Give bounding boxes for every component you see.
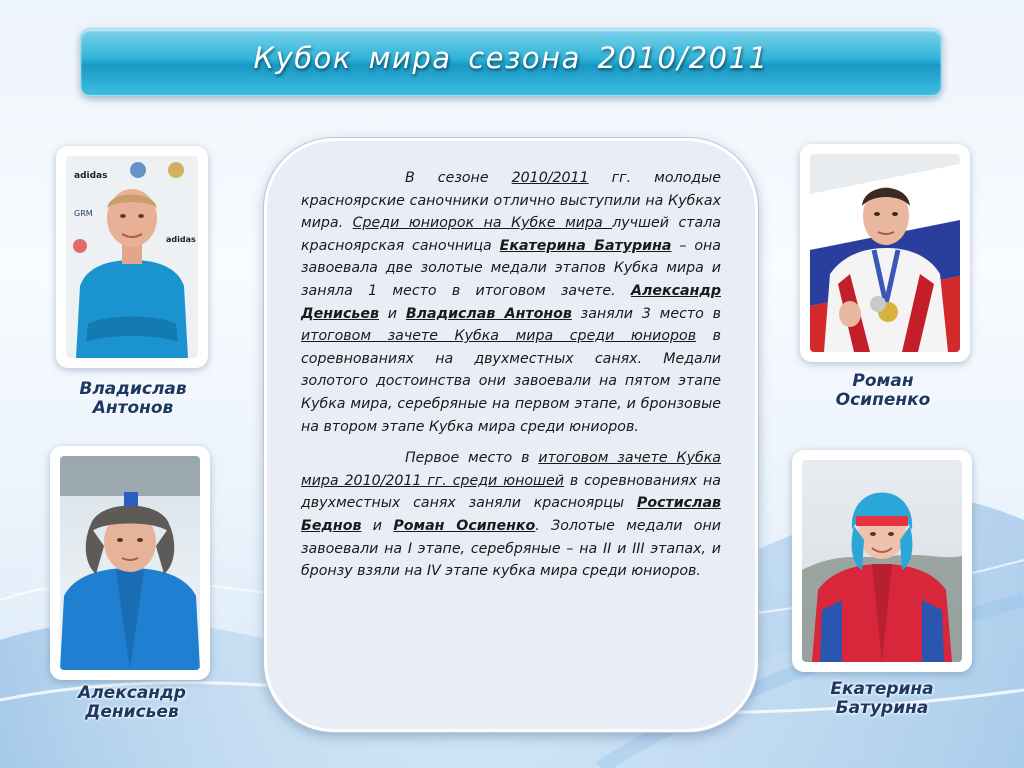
p1-name-denisev: Александр Денисьев <box>301 282 721 322</box>
p1-name-baturina: Екатерина Батурина <box>499 237 672 254</box>
backdrop-adidas-text: adidas <box>74 171 108 181</box>
caption-baturina <box>802 680 962 718</box>
text-body <box>301 167 721 592</box>
p2-text-1: Первое место в <box>405 450 539 467</box>
p2-text-2: в соревнованиях на двухместных санях заняли красноярцы <box>301 472 721 512</box>
caption-denisev-first-name: Александр <box>78 683 186 703</box>
p2-text-3: и <box>361 517 394 534</box>
p1-text-4: – она завоевала две золотые медали этапов Кубка мира и заняла 1 место в итоговом зачете. <box>301 237 721 299</box>
caption-osipenko-last-name: Осипенко <box>835 390 931 410</box>
paragraph-1 <box>301 167 721 438</box>
photo-antonov <box>56 146 208 368</box>
p1-text-3: лучшей стала красноярская саночница <box>301 215 721 254</box>
p2-text-4: . Золотые медали они завоевали на I этапе, серебряные – на II и III этапах, и бронзу взяли на IV этапе кубка мира среди юниоров. <box>301 517 721 580</box>
caption-antonov-first-name: Владислав <box>79 379 187 399</box>
photo-denisev <box>50 446 210 680</box>
caption-osipenko-first-name: Роман <box>852 371 914 391</box>
caption-denisev <box>54 684 210 722</box>
photo-baturina <box>792 450 972 672</box>
slide-title: Кубок мира сезона 2010/2011 <box>253 41 769 75</box>
title-bar <box>80 28 942 96</box>
photo-osipenko <box>800 144 970 362</box>
p1-text-1: В сезоне <box>405 170 512 186</box>
caption-antonov-last-name: Антонов <box>92 398 174 418</box>
athlete-photo-baturina <box>802 460 962 662</box>
caption-baturina-last-name: Батурина <box>835 698 929 718</box>
p1-text-2: гг. молодые красноярские саночники отлично выступили на Кубках мира. <box>301 170 722 232</box>
p2-name-bednov: Ростислав Беднов <box>301 495 721 534</box>
p1-text-7: в соревнованиях на двухместных санях. Медали золотого достоинства они завоевали на пятом этапе Кубка мира, серебряные на первом этапе, и бронзовые на втором этапе Кубка мира среди юниоров. <box>301 328 721 435</box>
caption-denisev-last-name: Денисьев <box>85 702 179 722</box>
p1-underlined-season: 2010/2011 <box>511 170 589 186</box>
caption-antonov <box>58 380 208 418</box>
p1-text-5: и <box>378 305 406 322</box>
p1-underlined-juniors: Среди юниорок на Кубке мира <box>352 215 613 232</box>
athlete-photo-antonov <box>66 156 198 358</box>
caption-baturina-first-name: Екатерина <box>830 679 934 699</box>
p2-underlined-final-standings: итоговом зачете Кубка мира 2010/2011 гг. среди юношей <box>301 450 721 489</box>
athlete-photo-osipenko <box>810 154 960 352</box>
text-panel <box>264 138 758 732</box>
caption-osipenko <box>808 372 958 410</box>
p1-name-antonov: Владислав Антонов <box>405 305 572 322</box>
paragraph-2 <box>301 447 721 583</box>
backdrop-adidas-text-2: adidas <box>166 235 196 244</box>
p1-underlined-final-standings: итоговом зачете Кубка мира среди юниоров <box>301 328 697 345</box>
athlete-photo-denisev <box>60 456 200 670</box>
p1-text-6: заняли 3 место в <box>571 305 721 322</box>
backdrop-grm-text: GRM <box>74 209 93 218</box>
p2-name-osipenko: Роман Осипенко <box>393 517 536 534</box>
